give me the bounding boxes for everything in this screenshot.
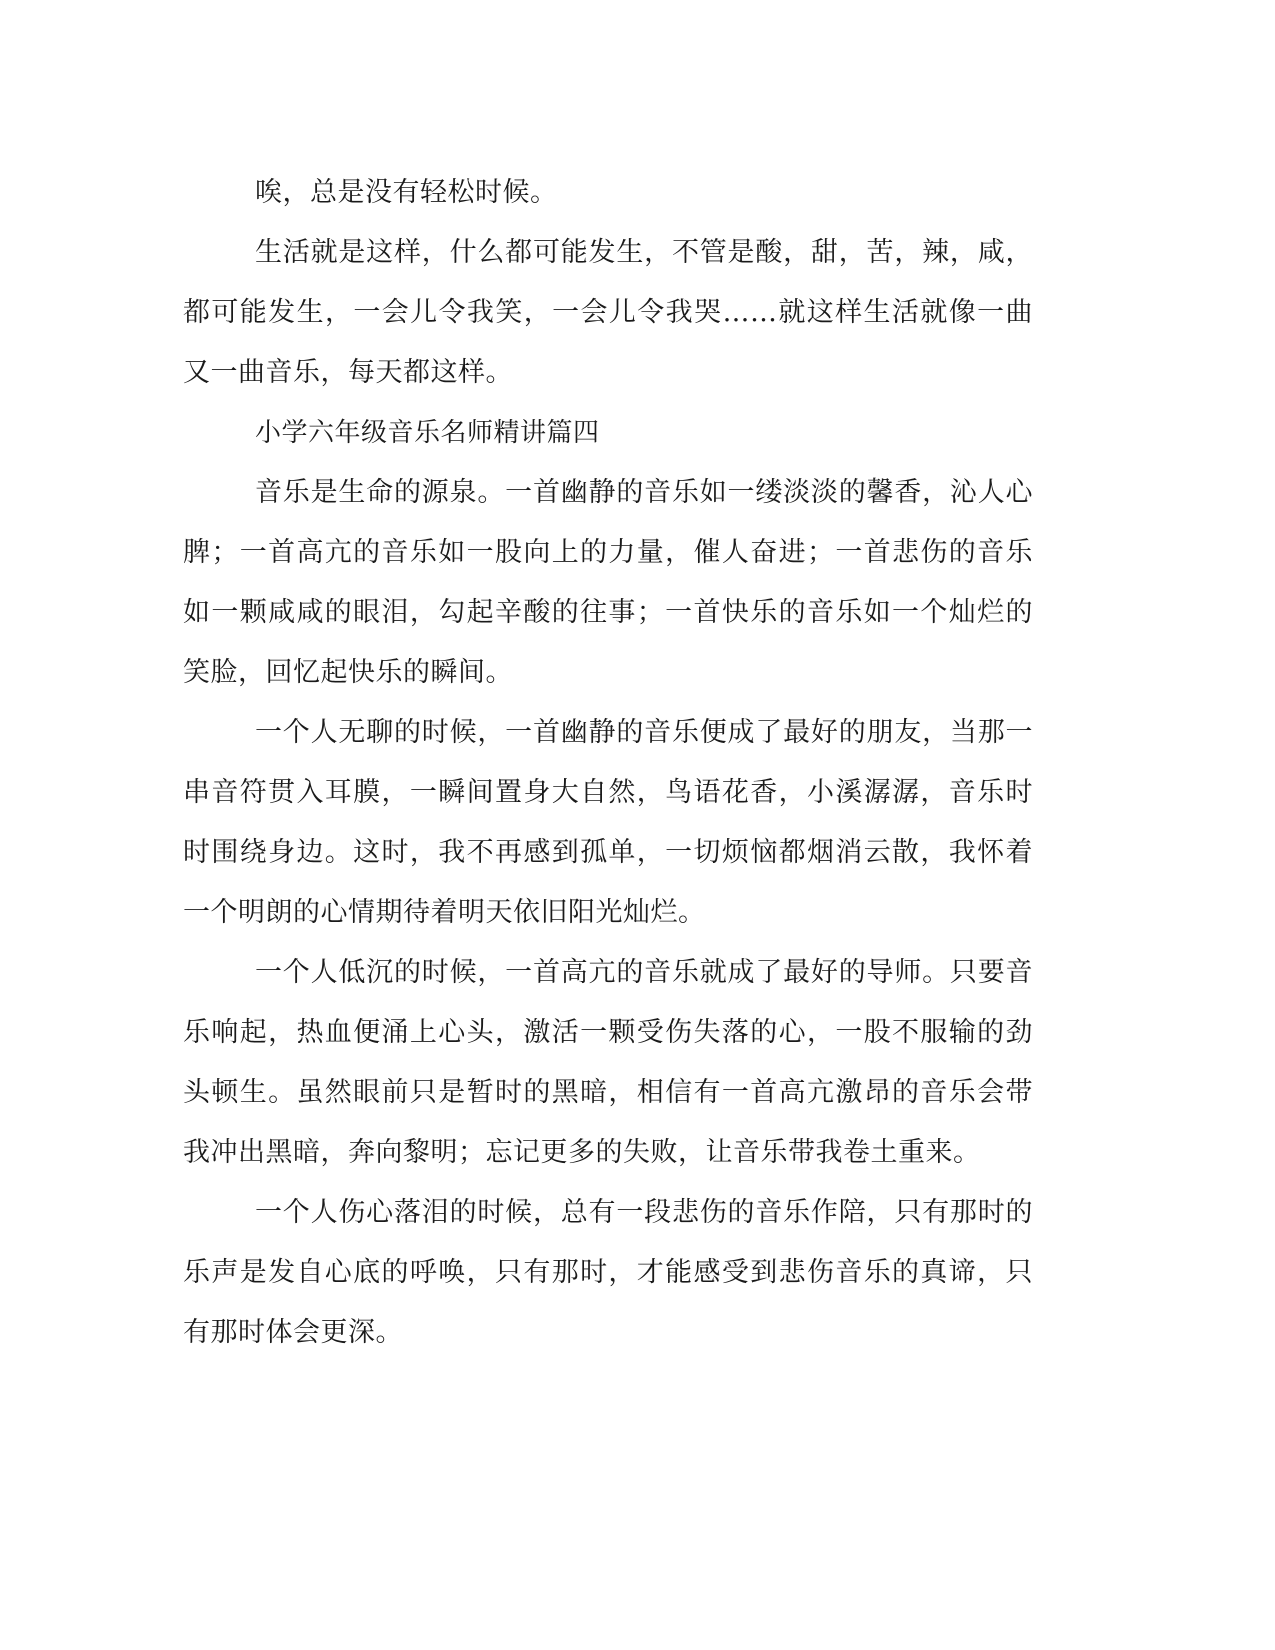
- document-body: [183, 163, 1033, 1363]
- paragraph-low: 一个人低沉的时候，一首高亢的音乐就成了最好的导师。只要音乐响起，热血便涌上心头，激活一颗受伤失落的心，一股不服输的劲头顿生。虽然眼前只是暂时的黑暗，相信有一首高亢激昂的音乐会带我冲出黑暗，奔向黎明；忘记更多的失败，让音乐带我卷土重来。: [183, 957, 1033, 1168]
- paragraph-sad: 一个人伤心落泪的时候，总有一段悲伤的音乐作陪，只有那时的乐声是发自心底的呼唤，只有那时，才能感受到悲伤音乐的真谛，只有那时体会更深。: [183, 1197, 1033, 1348]
- paragraph-life: 生活就是这样，什么都可能发生，不管是酸，甜，苦，辣，咸，都可能发生，一会儿令我笑，一会儿令我哭……就这样生活就像一曲又一曲音乐，每天都这样。: [183, 237, 1033, 388]
- paragraph-bored: 一个人无聊的时候，一首幽静的音乐便成了最好的朋友，当那一串音符贯入耳膜，一瞬间置身大自然，鸟语花香，小溪潺潺，音乐时时围绕身边。这时，我不再感到孤单，一切烦恼都烟消云散，我怀着一个明朗的心情期待着明天依旧阳光灿烂。: [183, 717, 1033, 928]
- section-heading: 小学六年级音乐名师精讲篇四: [255, 418, 600, 448]
- paragraph-sigh: 唉，总是没有轻松时候。: [255, 177, 558, 208]
- paragraph-music-source: 音乐是生命的源泉。一首幽静的音乐如一缕淡淡的馨香，沁人心脾；一首高亢的音乐如一股向上的力量，催人奋进；一首悲伤的音乐如一颗咸咸的眼泪，勾起辛酸的往事；一首快乐的音乐如一个灿烂的笑脸，回忆起快乐的瞬间。: [183, 477, 1033, 688]
